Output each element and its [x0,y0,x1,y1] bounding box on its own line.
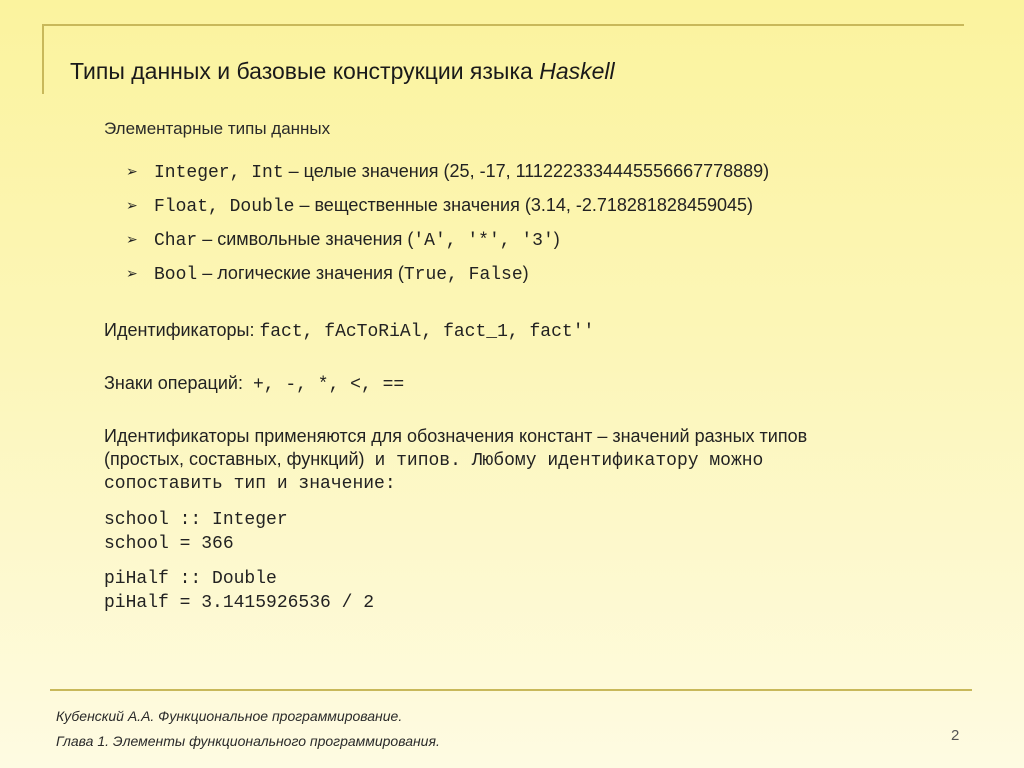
slide-title [70,58,615,85]
closing-paren: ) [522,263,529,283]
type-description: – целые значения (25, -17, 1112223334445556667778889) [283,161,770,181]
slide-title-text: Типы данных и базовые конструкции языка [70,58,540,84]
closing-paren: ) [553,229,560,249]
code-line: piHalf = 3.1415926536 / 2 [104,593,375,613]
paragraph-line-2 [104,448,904,473]
type-description: – логические значения ( [197,263,404,283]
left-accent-rule [42,24,44,94]
footer-chapter: Глава 1. Элементы функционального программирования. [56,733,440,749]
top-divider [42,24,964,26]
type-description: – вещественные значения (3.14, -2.718281828459045) [294,195,754,215]
type-name: Integer, Int [154,163,284,183]
type-examples: True, False [403,265,523,285]
paragraph-line-3: сопоставить тип и значение: [104,474,396,494]
bullet-bool [126,258,769,292]
bullet-char [126,224,769,258]
type-name: Char [154,231,198,251]
footer-author: Кубенский А.А. Функциональное программирование. [56,708,403,724]
type-description: – символьные значения ( [197,229,414,249]
type-name: Bool [154,265,198,285]
paragraph-line-1: Идентификаторы применяются для обозначения констант – значений разных типов [104,426,808,446]
bottom-divider [50,689,972,691]
code-block-pihalf [104,567,374,615]
operators-label: Знаки операций: [104,373,253,393]
arrow-bullet-icon: ➢ [126,163,138,179]
code-line: school = 366 [104,534,234,554]
operators-line [104,373,404,395]
arrow-bullet-icon: ➢ [126,197,138,213]
types-bullet-list [126,156,770,292]
type-examples: 'A', '*', '3' [413,231,554,251]
paragraph-line-2-code: и типов. Любому идентификатору можно [374,451,764,471]
paragraph-line-2-text: (простых, составных, функций) [104,449,375,469]
identifiers-paragraph [104,425,904,496]
identifiers-examples: fact, fAcToRiAl, fact_1, fact'' [259,322,595,342]
identifiers-line [104,320,594,342]
bullet-integer [126,156,770,190]
code-line: school :: Integer [104,510,288,530]
operators-examples: +, -, *, <, == [252,375,405,395]
code-block-school [104,508,288,556]
page-number: 2 [951,727,960,744]
identifiers-label: Идентификаторы: [104,320,260,340]
code-line: piHalf :: Double [104,569,277,589]
section-subtitle: Элементарные типы данных [104,119,331,138]
arrow-bullet-icon: ➢ [126,231,138,247]
type-name: Float, Double [154,197,295,217]
arrow-bullet-icon: ➢ [126,265,138,281]
bullet-float [126,190,769,224]
slide-title-italic: Haskell [539,58,615,84]
